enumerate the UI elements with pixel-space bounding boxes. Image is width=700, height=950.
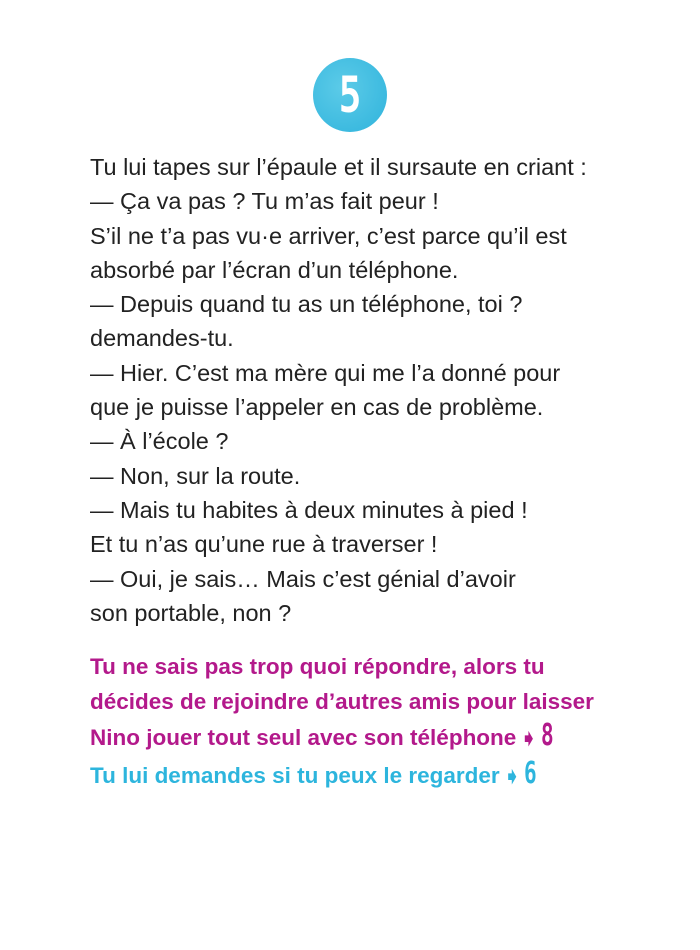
story-text [90,150,650,630]
story-line: — Ça va pas ? Tu m’as fait peur ! [90,188,439,215]
story-line: — Non, sur la route. [90,462,301,489]
target-page-number: 8 [541,718,554,753]
chapter-number: 5 [338,66,362,124]
story-line: — Hier. C’est ma mère qui me l’a donné pour [90,359,561,386]
choice-line: Tu ne sais pas trop quoi répondre, alors tu [90,654,545,679]
story-line: — Depuis quand tu as un téléphone, toi ? [90,291,523,318]
story-line: — Oui, je sais… Mais c’est génial d’avoir [90,565,516,592]
choice-go-to-6[interactable] [90,757,670,795]
arrow-right-icon: ➧ [503,765,521,788]
story-line: son portable, non ? [90,599,292,626]
arrow-right-icon: ➧ [520,728,538,750]
choice-line: Tu lui demandes si tu peux le regarder [90,762,500,788]
story-line: absorbé par l’écran d’un téléphone. [90,256,459,283]
choice-line: décides de rejoindre d’autres amis pour laisser [90,688,594,714]
choice-line: Nino jouer tout seul avec son téléphone [90,725,517,750]
story-line: — À l’école ? [90,428,229,455]
target-page-number: 6 [524,755,538,791]
story-line: Et tu n’as qu’une rue à traverser ! [90,531,438,558]
story-line: demandes-tu. [90,325,234,352]
choices [90,650,670,794]
choice-go-to-8[interactable] [90,650,670,757]
story-line: — Mais tu habites à deux minutes à pied ! [90,496,528,523]
story-line: que je puisse l’appeler en cas de problème. [90,394,544,421]
story-line: S’il ne t’a pas vu·e arriver, c’est parce qu’il est [90,222,567,249]
chapter-number-badge [313,58,387,132]
story-line: Tu lui tapes sur l’épaule et il sursaute en criant : [90,154,587,180]
